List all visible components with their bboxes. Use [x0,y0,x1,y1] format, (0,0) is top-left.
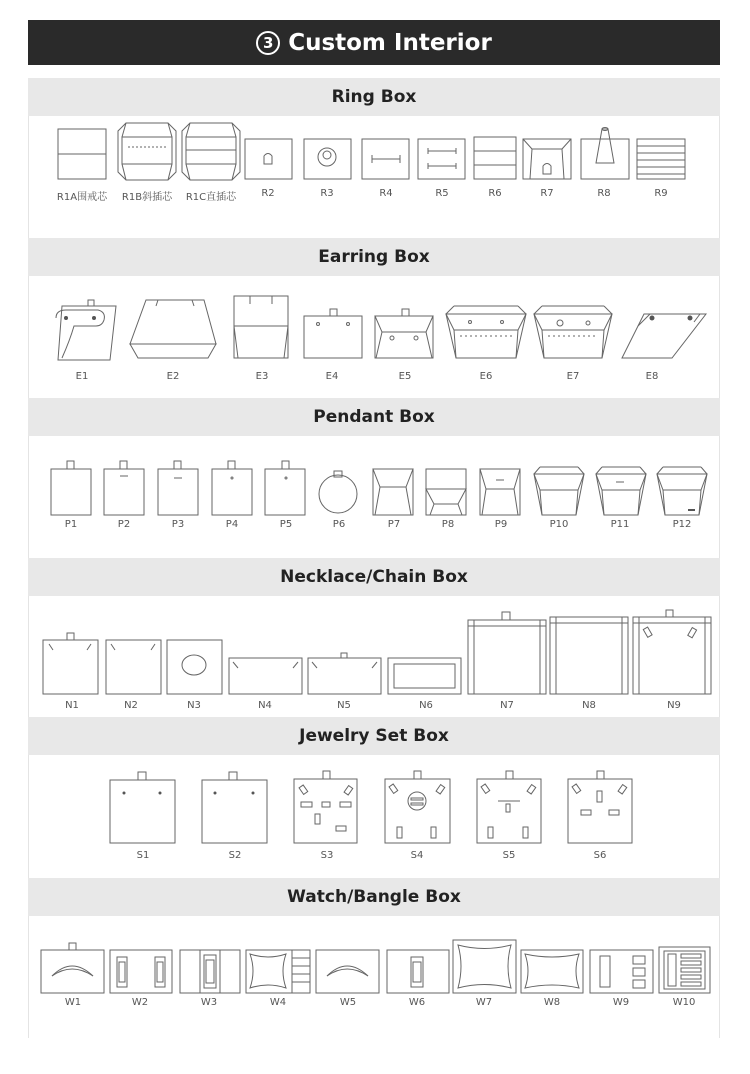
diagram-N1 [43,633,98,694]
diagram-N2 [106,640,161,694]
diagram-E4 [304,309,362,358]
diagram-W4 [246,950,310,993]
item-label-R1C: R1C直插芯 [185,192,237,203]
diagram-P5 [265,461,305,515]
diagram-N6 [388,658,461,694]
item-label-N5: N5 [337,700,351,711]
diagram-W10 [659,947,710,993]
item-label-R8: R8 [597,188,611,199]
diagram-R2 [245,139,292,179]
diagram-R1B [118,123,176,180]
item-label-S3: S3 [320,850,334,861]
diagram-W7 [453,940,516,993]
item-label-E6: E6 [479,371,493,382]
item-label-W5: W5 [339,997,357,1008]
item-label-E1: E1 [75,371,89,382]
item-label-R7: R7 [540,188,554,199]
diagram-E2 [130,300,216,358]
item-label-P4: P4 [225,519,239,530]
item-label-N7: N7 [500,700,514,711]
diagram-R6 [474,137,516,179]
item-label-P12: P12 [672,519,692,530]
item-label-E4: E4 [325,371,339,382]
item-label-W10: W10 [672,997,696,1008]
diagram-P1 [51,461,91,515]
diagram-R8 [581,128,629,180]
item-label-S4: S4 [410,850,424,861]
section-title-necklace: Necklace/Chain Box [28,558,720,596]
section-title-earring: Earring Box [28,238,720,276]
item-label-E3: E3 [255,371,269,382]
diagram-P11 [596,467,646,515]
diagram-W3 [180,950,240,993]
item-label-S2: S2 [228,850,242,861]
item-label-R4: R4 [379,188,393,199]
diagram-P3 [158,461,198,515]
item-label-R6: R6 [488,188,502,199]
diagram-E6 [446,306,526,358]
item-label-P5: P5 [279,519,293,530]
diagram-E7 [534,306,612,358]
diagram-R7 [523,139,571,179]
diagram-S6 [568,771,632,843]
diagram-S2 [202,772,267,843]
diagram-R5 [418,139,465,179]
diagram-P12 [657,467,707,515]
item-label-N4: N4 [258,700,272,711]
item-label-P2: P2 [117,519,131,530]
item-label-R2: R2 [261,188,275,199]
diagram-R3 [304,139,351,179]
item-label-N3: N3 [187,700,201,711]
item-label-W9: W9 [612,997,630,1008]
diagram-E1 [56,300,116,360]
item-label-P6: P6 [332,519,346,530]
diagram-P7 [373,469,413,515]
diagram-P10 [534,467,584,515]
diagram-S3 [294,771,357,843]
diagram-P2 [104,461,144,515]
item-label-E2: E2 [166,371,180,382]
item-label-E5: E5 [398,371,412,382]
item-label-W3: W3 [200,997,218,1008]
item-label-R3: R3 [320,188,334,199]
diagram-S5 [477,771,541,843]
diagram-S4 [385,771,450,843]
diagram-N4 [229,658,302,694]
item-label-E7: E7 [566,371,580,382]
section-title-ring: Ring Box [28,78,720,116]
item-label-R9: R9 [654,188,668,199]
page-title: Custom Interior [288,29,492,56]
item-label-P9: P9 [494,519,508,530]
diagram-P9 [480,469,520,515]
section-title-watch: Watch/Bangle Box [28,878,720,916]
number-badge: 3 [256,31,280,55]
item-label-N1: N1 [65,700,79,711]
item-label-E8: E8 [645,371,659,382]
item-label-W4: W4 [269,997,287,1008]
diagram-N9 [633,610,711,694]
diagram-E3 [234,296,288,358]
diagram-N7 [468,612,546,694]
item-label-P1: P1 [64,519,78,530]
diagram-R1A [58,129,106,179]
diagram-R4 [362,139,409,179]
item-label-P8: P8 [441,519,455,530]
item-label-R1B: R1B斜插芯 [121,192,173,203]
item-label-W1: W1 [64,997,82,1008]
item-label-W8: W8 [543,997,561,1008]
diagram-R9 [637,139,685,179]
section-title-jewelry-set: Jewelry Set Box [28,717,720,755]
diagram-W2 [110,950,172,993]
diagram-N5 [308,653,381,694]
diagram-W6 [387,950,449,993]
item-label-N2: N2 [124,700,138,711]
diagram-N3 [167,640,222,694]
item-label-S5: S5 [502,850,516,861]
diagram-P6 [319,471,357,513]
diagram-E5 [375,309,433,358]
item-label-S6: S6 [593,850,607,861]
diagram-E8 [622,314,706,358]
item-label-W2: W2 [131,997,149,1008]
item-label-W7: W7 [475,997,493,1008]
diagram-R1C [182,123,240,180]
item-label-N6: N6 [419,700,433,711]
diagram-W8 [521,950,583,993]
item-label-R1A: R1A围戒芯 [56,192,108,203]
diagram-P8 [426,469,466,515]
diagram-N8 [550,617,628,694]
diagram-P4 [212,461,252,515]
diagram-W1 [41,943,104,993]
diagram-W5 [316,950,379,993]
diagram-S1 [110,772,175,843]
item-label-P3: P3 [171,519,185,530]
item-label-N8: N8 [582,700,596,711]
section-title-pendant: Pendant Box [28,398,720,436]
item-label-P10: P10 [549,519,569,530]
item-label-S1: S1 [136,850,150,861]
item-label-P11: P11 [610,519,630,530]
item-label-P7: P7 [387,519,401,530]
item-label-R5: R5 [435,188,449,199]
diagram-W9 [590,950,653,993]
item-label-W6: W6 [408,997,426,1008]
item-label-N9: N9 [667,700,681,711]
